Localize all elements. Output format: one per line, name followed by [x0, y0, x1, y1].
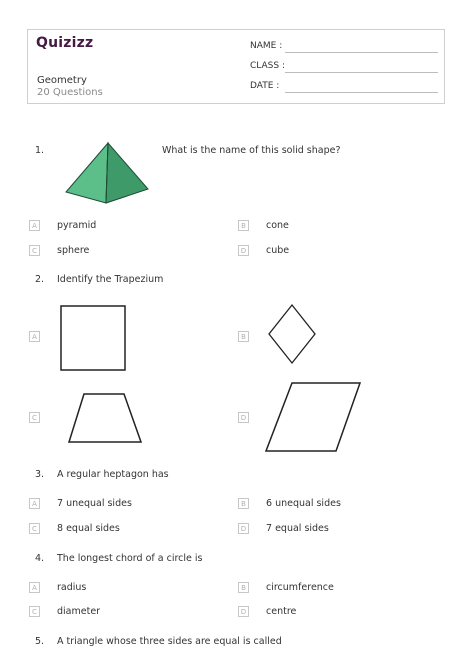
- question-count: 20 Questions: [37, 87, 103, 98]
- question-4-text: The longest chord of a circle is: [57, 553, 203, 564]
- option-letter-c[interactable]: C: [29, 523, 40, 534]
- question-1-text: What is the name of this solid shape?: [162, 145, 341, 156]
- option-letter-d[interactable]: D: [238, 412, 249, 423]
- rhombus-shape[interactable]: [268, 304, 316, 364]
- question-5-text: A triangle whose three sides are equal is called: [57, 636, 282, 647]
- question-1-number: 1.: [35, 145, 45, 156]
- quizizz-logo: Quizizz: [36, 35, 94, 51]
- option-letter-b[interactable]: B: [238, 498, 249, 509]
- class-field[interactable]: [285, 72, 438, 73]
- date-label: DATE :: [250, 81, 280, 91]
- option-letter-c[interactable]: C: [29, 606, 40, 617]
- pyramid-image: [62, 140, 152, 205]
- square-shape[interactable]: [60, 305, 126, 371]
- option-text[interactable]: cube: [266, 245, 290, 256]
- option-letter-b[interactable]: B: [238, 220, 249, 231]
- question-2-text: Identify the Trapezium: [57, 274, 164, 285]
- question-5-number: 5.: [35, 636, 45, 647]
- option-text[interactable]: 6 unequal sides: [266, 498, 341, 509]
- question-3-number: 3.: [35, 469, 45, 480]
- option-text[interactable]: radius: [57, 582, 87, 593]
- option-letter-a[interactable]: A: [29, 582, 40, 593]
- option-letter-d[interactable]: D: [238, 245, 249, 256]
- date-field[interactable]: [285, 92, 438, 93]
- worksheet-topic: Geometry: [37, 75, 87, 86]
- name-field[interactable]: [285, 52, 438, 53]
- option-text[interactable]: diameter: [57, 606, 101, 617]
- question-4-number: 4.: [35, 553, 45, 564]
- option-text[interactable]: 7 unequal sides: [57, 498, 132, 509]
- option-text[interactable]: centre: [266, 606, 297, 617]
- option-letter-c[interactable]: C: [29, 245, 40, 256]
- trapezium-shape[interactable]: [66, 392, 144, 444]
- option-letter-b[interactable]: B: [238, 582, 249, 593]
- question-2-number: 2.: [35, 274, 45, 285]
- option-text[interactable]: 8 equal sides: [57, 523, 120, 534]
- class-label: CLASS :: [250, 61, 285, 71]
- option-letter-d[interactable]: D: [238, 606, 249, 617]
- option-letter-a[interactable]: A: [29, 220, 40, 231]
- option-letter-b[interactable]: B: [238, 331, 249, 342]
- option-letter-a[interactable]: A: [29, 498, 40, 509]
- question-3-text: A regular heptagon has: [57, 469, 169, 480]
- option-text[interactable]: 7 equal sides: [266, 523, 329, 534]
- option-letter-a[interactable]: A: [29, 331, 40, 342]
- option-text[interactable]: cone: [266, 220, 289, 231]
- option-letter-d[interactable]: D: [238, 523, 249, 534]
- option-text[interactable]: pyramid: [57, 220, 97, 231]
- option-text[interactable]: sphere: [57, 245, 90, 256]
- option-text[interactable]: circumference: [266, 582, 334, 593]
- option-letter-c[interactable]: C: [29, 412, 40, 423]
- name-label: NAME :: [250, 41, 283, 51]
- parallelogram-shape[interactable]: [264, 381, 362, 453]
